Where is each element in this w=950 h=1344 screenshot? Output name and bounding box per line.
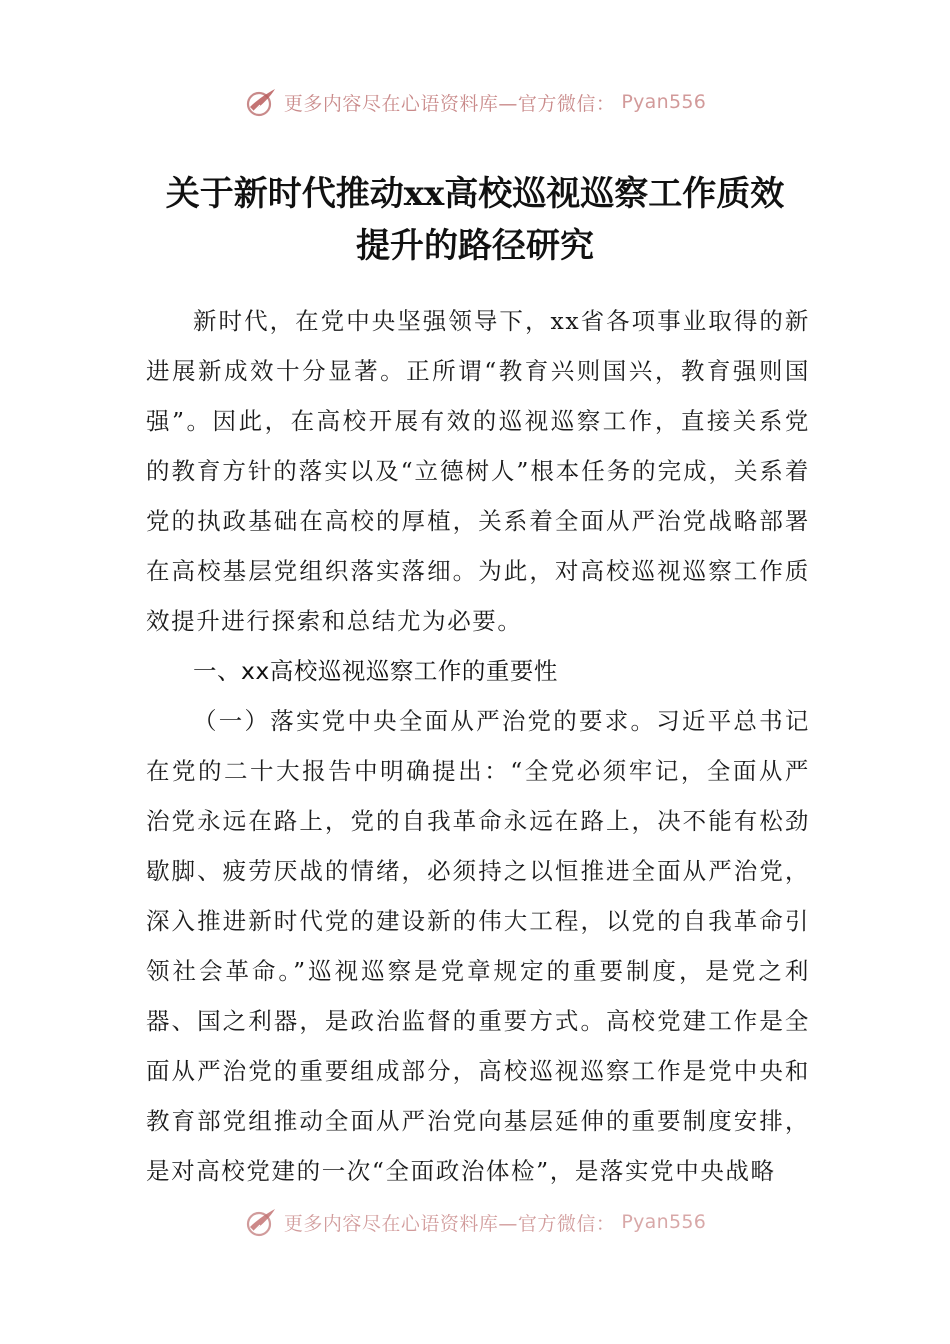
document-body — [146, 296, 810, 1196]
quill-logo-icon — [244, 85, 278, 119]
watermark-banner-bottom — [0, 1204, 950, 1240]
title-line-2: 提升的路径研究 — [356, 226, 594, 266]
title-line-1: 关于新时代推动xx高校巡视巡察工作质效 — [165, 174, 785, 214]
watermark-banner-top — [0, 84, 950, 120]
watermark-wechat-id: Pyan556 — [621, 1211, 707, 1233]
watermark-text: 更多内容尽在心语资料库—官方微信： — [283, 92, 616, 115]
section-heading: 一、xx高校巡视巡察工作的重要性 — [193, 657, 558, 685]
quill-logo-icon — [244, 1205, 278, 1239]
document-title — [120, 168, 830, 272]
intro-paragraph: 新时代，在党中央坚强领导下，xx省各项事业取得的新进展新成效十分显著。正所谓“教育兴则国兴，教育强则国强”。因此，在高校开展有效的巡视巡察工作，直接关系党的教育方针的落实以及“立德树人”根本任务的完成，关系着党的执政基础在高校的厚植，关系着全面从严治党战略部署在高校基层党组织落实落细。为此，对高校巡视巡察工作质效提升进行探索和总结尤为必要。 — [146, 307, 810, 635]
watermark-text: 更多内容尽在心语资料库—官方微信： — [283, 1212, 616, 1235]
watermark-wechat-id: Pyan556 — [621, 91, 707, 113]
section-paragraph: （一）落实党中央全面从严治党的要求。习近平总书记在党的二十大报告中明确提出：“全党必须牢记，全面从严治党永远在路上，党的自我革命永远在路上，决不能有松劲歇脚、疲劳厌战的情绪，必须持之以恒推进全面从严治党，深入推进新时代党的建设新的伟大工程，以党的自我革命引领社会革命。”巡视巡察是党章规定的重要制度，是党之利器、国之利器，是政治监督的重要方式。高校党建工作是全面从严治党的重要组成部分，高校巡视巡察工作是党中央和教育部党组推动全面从严治党向基层延伸的重要制度安排，是对高校党建的一次“全面政治体检”，是落实党中央战略 — [146, 707, 810, 1185]
